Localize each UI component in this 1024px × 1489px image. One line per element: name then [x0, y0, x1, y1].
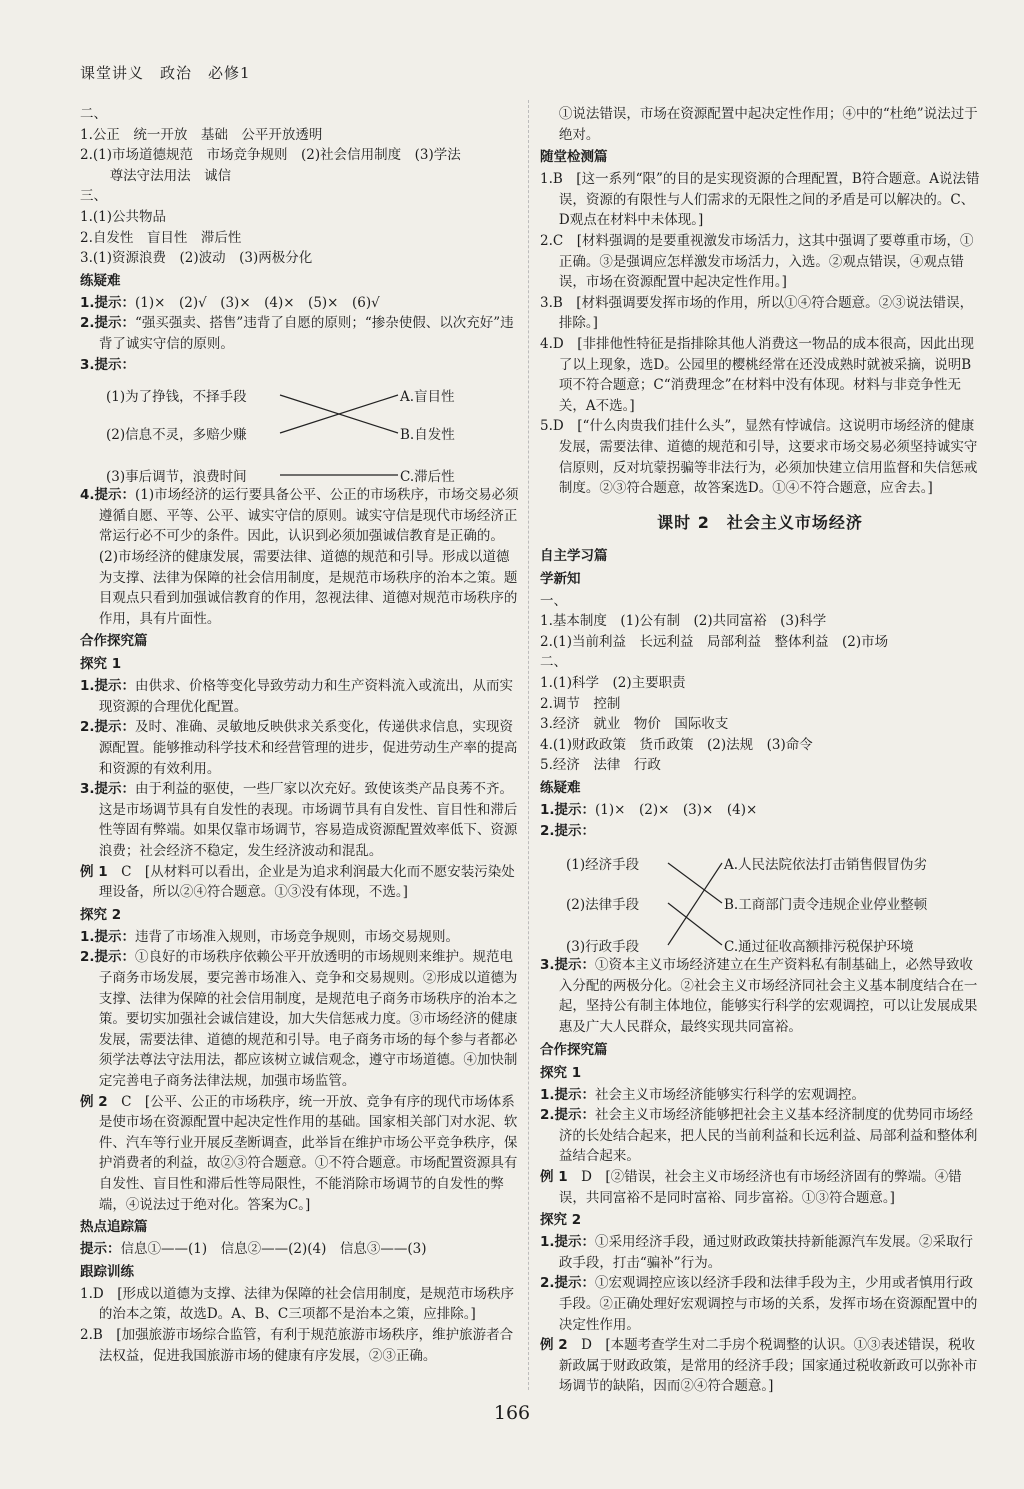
lesson-title: 课时 2 社会主义市场经济	[657, 512, 863, 532]
hint-label: 1.提示：	[540, 1086, 596, 1103]
answer-item: 1.D [形成以道德为支撑、法律为保障的社会信用制度，是规范市场秩序的治本之策，故选D。A、B、C三项都不是治本之策，应排除。]	[80, 1285, 514, 1323]
section-heading: 二、	[80, 106, 107, 122]
hint-text: 社会主义市场经济能够实行科学的宏观调控。	[595, 1086, 866, 1103]
hint-text: 违背了市场准入规则，市场竞争规则，市场交易规则。	[135, 928, 460, 945]
hint-text: 社会主义市场经济能够把社会主义基本经济制度的优势同市场经济的长处结合起来，把人民的当前利益和长远利益、局部利益和整体利益结合起来。	[558, 1107, 978, 1165]
answer-line: 1.公正 统一开放 基础 公平开放透明	[80, 126, 323, 143]
example-label: 例 2	[540, 1337, 568, 1354]
section-title: 合作探究篇	[540, 1041, 608, 1058]
subsection-heading: 练疑难	[540, 780, 581, 797]
hint-text: 由于利益的驱使，一些厂家以次充好。致使该类产品良莠不齐。这是市场调节具有自发性的表现。市场调节具有自发性、盲目性和滞后性等固有弊端。如果仅靠市场调节，容易造成资源配置效率低下、资源浪费；社会经济不稳定，发生经济波动和混乱。	[98, 781, 518, 860]
match-left-item: (3)事后调节，浪费时间	[106, 469, 247, 486]
section-heading: 一、	[540, 592, 567, 609]
subsection-heading: 探究 2	[540, 1212, 582, 1229]
hint-text: (1)市场经济的运行要具备公平、公正的市场秩序，市场交易必须遵循自愿、平等、公平、诚实守信的原则。诚实守信是现代市场经济正常运行必不可少的条件。因此，认识到必须加强诚信教育是正确的。	[98, 487, 519, 545]
answer-item: 4.D [非排他性特征是指排除其他人消费这一物品的成本很高，因此出现了以上现象，选D。公园里的樱桃经常在还没成熟时就被采摘，说明B项不符合题意；C“消费理念”在材料中没有体现。材料与非竞争性无关，A不选。]	[540, 335, 974, 414]
hint-label: 2.提示：	[540, 1275, 596, 1292]
section-heading: 二、	[540, 654, 567, 671]
hint-label: 3.提示：	[80, 781, 136, 798]
column-divider	[528, 100, 530, 1390]
example-item	[80, 862, 520, 903]
example-text: C [公平、公正的市场秩序，统一开放、竞争有序的现代市场体系是使市场在资源配置中起决定性作用的基础。国家相关部门对水泥、软件、汽车等行业开展反垄断调查，此举旨在维护市场公平竞争秩序，保护消费者的利益，故②③符合题意。①不符合题意。市场配置资源具有自发性、盲目性和滞后性等局限性，不能消除市场调节的自发性的弊端，④说法过于绝对化。答案为C。]	[98, 1093, 518, 1213]
example-text: D [本题考查学生对二手房个税调整的认识。①③表述错误，税收新政属于财政政策，是常用的经济手段；国家通过税收新政可以弥补市场调节的缺陷，因而②④符合题意。]	[558, 1337, 978, 1395]
answer-line: 4.(1)财政政策 货币政策 (2)法规 (3)命令	[540, 736, 813, 753]
match-line	[668, 903, 722, 945]
answer-item	[540, 1085, 980, 1106]
hint-text: ①宏观调控应该以经济手段和法律手段为主，少用或者慎用行政手段。②正确处理好宏观调控与市场的关系，发挥市场在资源配置中的决定性作用。	[558, 1275, 978, 1333]
section-title: 热点追踪篇	[80, 1219, 148, 1236]
answer-paragraph: (2)市场经济的健康发展，需要法律、道德的规范和引导。形成以道德为支撑、法律为保障的社会信用制度，是规范市场秩序的治本之策。题目观点只看到加强诚信教育的作用，忽视法律、道德对规范市场秩序的作用，具有片面性。	[98, 548, 518, 627]
answer-item: 1.B [这一系列“限”的目的是实现资源的合理配置，B符合题意。A说法错误，资源的有限性与人们需求的无限性之间的矛盾是可以解决的。C、D观点在材料中未体现。]	[540, 171, 980, 229]
match-left-item: (2)法律手段	[566, 897, 640, 914]
answer-item: 2.C [材料强调的是要重视激发市场活力，这其中强调了要尊重市场，①正确。③是强调应怎样激发市场活力，入选。②观点错误，④观点错误，市场在资源配置中起决定性作用。]	[540, 232, 974, 291]
hint-label: 提示：	[80, 1241, 121, 1258]
section-title: 合作探究篇	[80, 633, 148, 650]
left-column	[80, 104, 520, 1366]
answer-line: 2.(1)市场道德规范 市场竞争规则 (2)社会信用制度 (3)学法	[80, 147, 461, 164]
match-right-item: B.自发性	[400, 427, 455, 444]
page-header: 课堂讲义 政治 必修1	[80, 64, 251, 82]
hint-text: 信息①——(1) 信息②——(2)(4) 信息③——(3)	[120, 1241, 427, 1258]
answer-item	[80, 779, 520, 861]
section-title: 自主学习篇	[540, 547, 608, 564]
right-column	[540, 104, 980, 1397]
subsection-heading: 跟踪训练	[80, 1263, 134, 1280]
answer-item	[80, 293, 520, 314]
example-item	[80, 1092, 520, 1216]
answer-item	[540, 800, 980, 821]
match-line	[668, 863, 722, 903]
answer-item	[80, 947, 520, 1091]
matching-diagram	[80, 377, 520, 485]
hint-text: ①资本主义市场经济建立在生产资料私有制基础上，必然导致收入分配的两极分化。②社会主义市场经济同社会主义基本制度结合在一起，坚持公有制主体地位，能够实行科学的宏观调控，可以让发展成果惠及广大人民群众，最终实现共同富裕。	[558, 957, 978, 1035]
answer-item: 3.B [材料强调要发挥市场的作用，所以①④符合题意。②③说法错误，排除。]	[540, 294, 974, 332]
section-heading: 三、	[80, 188, 107, 205]
hint-label: 1.提示：	[80, 928, 136, 945]
hint-text: 及时、准确、灵敏地反映供求关系变化，传递供求信息，实现资源配置。能够推动科学技术和经营管理的进步，促进劳动生产率的提高和资源的有效利用。	[98, 719, 518, 777]
hint-label: 2.提示：	[540, 1107, 596, 1124]
answer-line: 5.经济 法律 行政	[540, 757, 661, 774]
answer-line: 3.经济 就业 物价 国际收支	[540, 716, 729, 733]
answer-item	[80, 313, 520, 354]
answer-item: 2.B [加强旅游市场综合监管，有利于规范旅游市场秩序，维护旅游者合法权益，促进我国旅游市场的健康有序发展，②③正确。	[80, 1326, 514, 1364]
match-left-item: (2)信息不灵，多赔少赚	[106, 427, 247, 444]
match-left-item: (1)经济手段	[566, 857, 640, 874]
answer-line: 1.(1)科学 (2)主要职责	[540, 675, 686, 692]
hint-text: 由供求、价格等变化导致劳动力和生产资料流入或流出，从而实现资源的合理优化配置。	[98, 678, 514, 715]
hint-text: ①采用经济手段，通过财政政策扶持新能源汽车发展。②采取行政手段，打击“骗补”行为。	[558, 1234, 974, 1271]
match-right-item: A.盲目性	[400, 389, 455, 406]
answer-item	[80, 1239, 520, 1260]
answer-line: 2.自发性 盲目性 滞后性	[80, 229, 242, 246]
example-item	[540, 1167, 980, 1208]
match-left-item: (3)行政手段	[566, 939, 640, 956]
answer-line: 尊法守法用法 诚信	[109, 167, 232, 184]
answer-item	[540, 955, 980, 1037]
answer-item: 5.D [“什么肉贵我们挂什么头”，显然有悖诚信。这说明市场经济的健康发展，需要法律、道德的规范和引导，这要求市场交易必须坚持诚实守信原则，反对坑蒙拐骗等非法行为，必须加快建立信用监督和失信惩戒制度。②③符合题意，故答案选D。①④不符合题意，应舍去。]	[540, 418, 978, 497]
answer-line: 1.基本制度 (1)公有制 (2)共同富裕 (3)科学	[540, 613, 827, 630]
answer-item	[540, 1105, 980, 1167]
hint-label: 2.提示：	[80, 949, 136, 966]
answer-item	[80, 676, 520, 717]
hint-label: 1.提示：	[80, 678, 136, 695]
hint-label: 3.提示：	[540, 957, 596, 974]
match-right-item: B.工商部门责令违规企业停业整顿	[724, 897, 928, 914]
example-label: 例 1	[540, 1168, 568, 1185]
example-text: D [②错误，社会主义市场经济也有市场经济固有的弊端。④错误，共同富裕不是同时富裕、同步富裕。①③符合题意。]	[558, 1168, 962, 1206]
match-left-item: (1)为了挣钱，不择手段	[106, 389, 247, 406]
subsection-heading: 学新知	[540, 570, 581, 587]
match-line	[668, 863, 722, 945]
answer-continuation: ①说法错误，市场在资源配置中起决定性作用；④中的“杜绝”说法过于绝对。	[558, 106, 978, 143]
hint-label: 1.提示：	[80, 294, 136, 311]
hint-label: 2.提示：	[80, 719, 136, 736]
section-title: 随堂检测篇	[540, 149, 608, 166]
subsection-heading: 探究 2	[80, 906, 122, 923]
answer-line: 3.(1)资源浪费 (2)波动 (3)两极分化	[80, 250, 313, 267]
hint-text: ①良好的市场秩序依赖公平开放透明的市场规则来维护。规范电子商务市场发展，要完善市场准入、竞争和交易规则。②形成以道德为支撑、法律为保障的社会信用制度，是规范电子商务市场秩序的治本之策。要切实加强社会诚信建设，加大失信惩戒力度。③市场经济的健康发展，需要法律、道德的规范和引导。电子商务市场的每个参与者都必须学法尊法守法用法，都应该树立诚信观念，遵守市场道德。④加快制定完善电子商务法律法规，加强市场监管。	[98, 949, 518, 1089]
answer-item	[540, 1232, 980, 1273]
match-right-item: C.滞后性	[400, 469, 455, 486]
hint-label: 4.提示：	[80, 487, 136, 504]
hint-text: (1)× (2)× (3)× (4)×	[595, 802, 758, 819]
subsection-heading: 探究 1	[540, 1064, 582, 1081]
answer-item	[540, 1273, 980, 1335]
answer-line: 2.调节 控制	[540, 695, 621, 712]
hint-text: (1)× (2)√ (3)× (4)× (5)× (6)√	[135, 294, 380, 311]
match-right-item: A.人民法院依法打击销售假冒伪劣	[724, 857, 928, 874]
subsection-heading: 探究 1	[80, 656, 122, 673]
hint-label: 1.提示：	[540, 1234, 596, 1251]
hint-text: “强买强卖、搭售”违背了自愿的原则；“掺杂使假、以次充好”违背了诚实守信的原则。	[98, 315, 514, 352]
hint-label: 2.提示：	[540, 822, 596, 839]
example-text: C [从材料可以看出，企业是为追求利润最大化而不愿安装污染处理设备，所以②④符合题意。①③没有体现，不选。]	[98, 863, 515, 901]
page-number: 166	[493, 1402, 531, 1424]
hint-label: 3.提示：	[80, 356, 136, 373]
subsection-heading: 练疑难	[80, 272, 121, 289]
match-right-item: C.通过征收高额排污税保护环境	[724, 939, 914, 956]
answer-line: 2.(1)当前利益 长远利益 局部利益 整体利益 (2)市场	[540, 633, 889, 650]
example-item	[540, 1335, 980, 1397]
matching-diagram	[540, 843, 980, 955]
answer-item	[540, 821, 980, 842]
example-label: 例 1	[80, 863, 108, 880]
answer-item	[80, 355, 520, 376]
answer-item	[80, 717, 520, 779]
hint-label: 2.提示：	[80, 315, 136, 332]
answer-item	[80, 927, 520, 948]
answer-line: 1.(1)公共物品	[80, 208, 167, 225]
example-label: 例 2	[80, 1093, 108, 1110]
hint-label: 1.提示：	[540, 802, 596, 819]
answer-item	[80, 485, 520, 547]
